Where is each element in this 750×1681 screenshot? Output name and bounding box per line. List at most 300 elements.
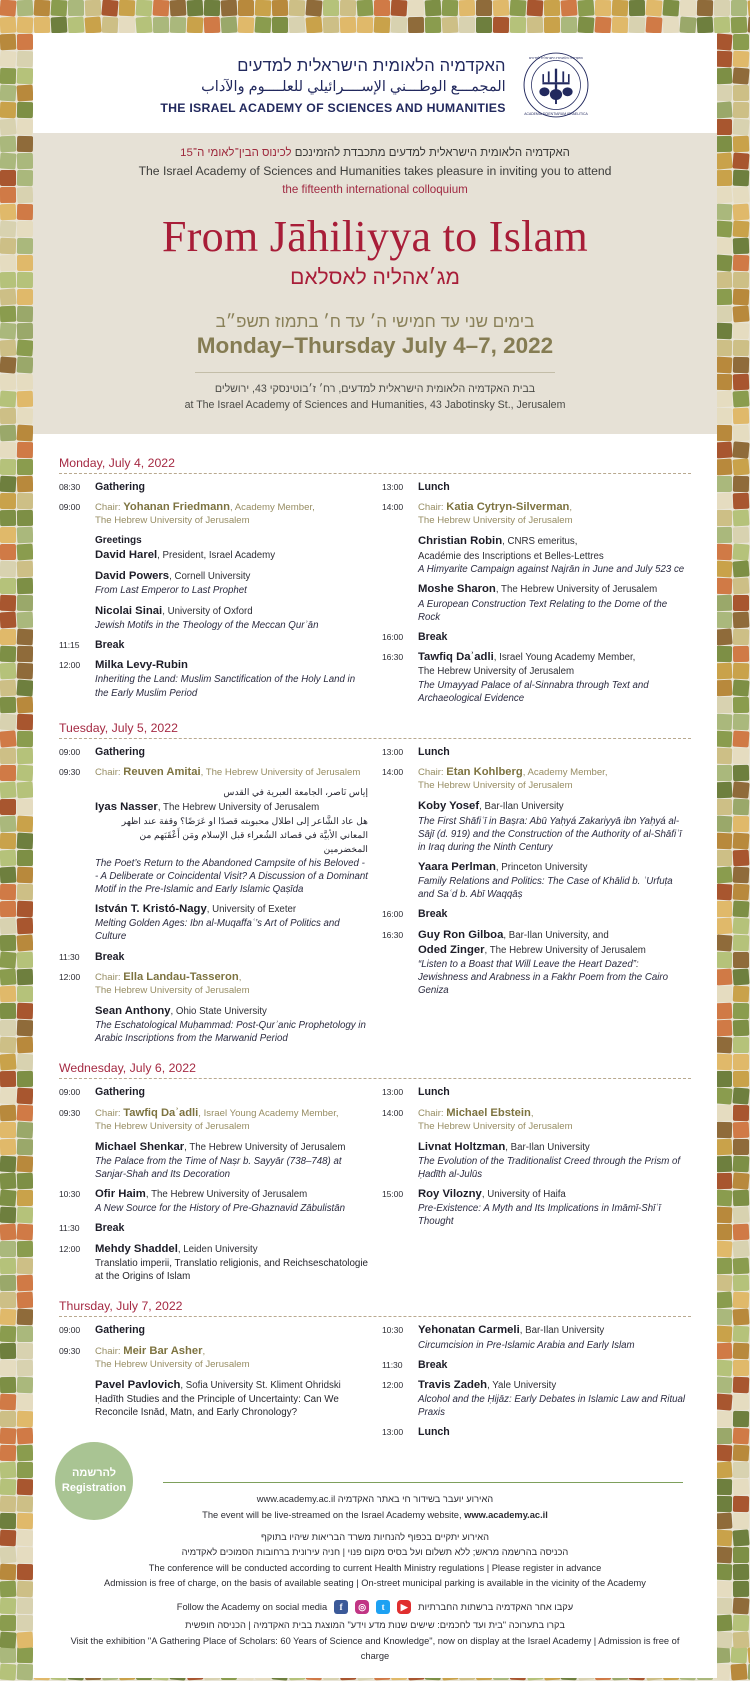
mosaic-tile xyxy=(17,1513,33,1529)
chair-affiliation: , Academy Member, xyxy=(229,502,315,514)
mosaic-tile xyxy=(716,595,732,611)
mosaic-tile xyxy=(305,16,322,33)
mosaic-tile xyxy=(732,305,749,322)
chair-prefix: Chair: xyxy=(95,1345,124,1357)
page-title: From Jāhiliyya to Islam xyxy=(161,212,589,262)
mosaic-tile xyxy=(0,1326,16,1342)
schedule-time: 09:00 xyxy=(59,1087,81,1098)
page-title-hebrew: מג׳אהליה לאסלאם xyxy=(290,266,460,290)
svg-text:האקדמיה הלאומית הישראלית למדעי: האקדמיה הלאומית הישראלית למדעים xyxy=(528,56,583,61)
speaker-name: István T. Kristó-Nagy xyxy=(95,903,207,916)
mosaic-tile xyxy=(17,1581,33,1597)
schedule-row xyxy=(59,1221,368,1235)
entry-terms-hebrew: הכניסה בהרשמה מראש; ללא תשלום ועל בסיס מקום פנוי | חניה עירונית ברחובות הסמוכים לאקדמיה xyxy=(181,1547,569,1558)
mosaic-tile xyxy=(716,782,732,798)
social-label-english: Follow the Academy on social media xyxy=(176,1602,328,1613)
session-chair xyxy=(95,1344,368,1359)
mosaic-tile xyxy=(544,0,560,16)
mosaic-tile xyxy=(0,136,16,152)
speaker-affiliation: , Ohio State University xyxy=(170,1005,267,1017)
mosaic-tile xyxy=(17,1037,33,1053)
mosaic-tile xyxy=(425,17,441,33)
mosaic-tile xyxy=(17,323,33,339)
speaker-name: Iyas Nasser xyxy=(95,801,158,814)
mosaic-tile xyxy=(17,1173,33,1189)
schedule-row xyxy=(382,1106,691,1181)
mosaic-tile xyxy=(0,1309,16,1325)
mosaic-tile xyxy=(0,152,16,169)
mosaic-tile xyxy=(0,493,16,509)
affiliation-line xyxy=(418,550,691,564)
mosaic-tile xyxy=(716,1343,732,1359)
mosaic-tile xyxy=(305,0,322,16)
schedule-row xyxy=(382,1378,691,1419)
schedule-entry xyxy=(95,950,368,964)
mosaic-tile xyxy=(17,1292,33,1308)
mosaic-tile xyxy=(733,1309,749,1325)
mosaic-tile xyxy=(17,714,33,730)
mosaic-tile xyxy=(17,748,33,764)
mosaic-tile xyxy=(391,17,407,33)
mosaic-tile xyxy=(732,1529,749,1546)
mosaic-tile xyxy=(476,0,492,16)
mosaic-tile xyxy=(135,16,152,33)
schedule-entry xyxy=(95,1242,368,1284)
talk-title: The Eschatological Muḥammad: Post-Qurʾanic Prophetology in Arabic Inscriptions from the Marwanid Period xyxy=(95,1020,366,1045)
mosaic-tile xyxy=(680,0,696,16)
mosaic-tile xyxy=(17,204,33,220)
mosaic-tile xyxy=(68,0,84,16)
mosaic-tile xyxy=(733,85,749,101)
mosaic-tile xyxy=(716,1615,732,1631)
mosaic-tile xyxy=(16,1427,33,1444)
talk-title: Pre-Existence: A Myth and Its Implications in Imāmī-Shīʿī Thought xyxy=(418,1203,661,1228)
mosaic-tile xyxy=(0,425,16,441)
chair-affiliation: , The Hebrew University of Jerusalem xyxy=(200,767,361,779)
session-chair xyxy=(95,970,368,985)
schedule-time: 12:00 xyxy=(59,660,81,671)
mosaic-tile xyxy=(733,1139,749,1155)
mosaic-tile xyxy=(733,1003,749,1019)
speaker-name: Oded Zinger xyxy=(418,943,485,956)
mosaic-tile xyxy=(715,866,732,883)
registration-badge[interactable] xyxy=(55,1442,133,1520)
mosaic-tile xyxy=(0,220,16,237)
mosaic-tile xyxy=(733,731,749,747)
speaker-name: Roy Vilozny xyxy=(418,1188,482,1201)
schedule-column-left xyxy=(59,1085,368,1289)
mosaic-tile xyxy=(733,1377,749,1393)
session-chair xyxy=(95,765,368,780)
schedule-time: 10:30 xyxy=(382,1325,404,1336)
mosaic-tile xyxy=(0,0,16,16)
mosaic-tile xyxy=(716,680,732,696)
mosaic-tile xyxy=(733,799,749,815)
mosaic-tile xyxy=(17,102,33,118)
mosaic-tile xyxy=(716,1309,732,1325)
speaker-affiliation: , Bar-Ilan University, and xyxy=(503,929,609,941)
mosaic-tile xyxy=(0,322,16,339)
day-divider xyxy=(59,1078,691,1079)
exhibition-hebrew: בקרו בתערוכה "בית ועד לחכמים: שישים שנות מדע וידע" המוצגת בבית האקדמיה | הכניסה חופשית xyxy=(185,1620,565,1631)
mosaic-tile xyxy=(17,1003,33,1019)
schedule-entry xyxy=(418,1106,691,1181)
mosaic-tile xyxy=(716,476,732,492)
dates-hebrew: בימים שני עד חמישי ה׳ עד ח׳ בתמוז תשפ״ב xyxy=(215,312,535,332)
schedule-time: 08:30 xyxy=(59,482,81,493)
speaker-name: Moshe Sharon xyxy=(418,583,496,596)
mosaic-tile xyxy=(0,816,16,832)
schedule-row xyxy=(59,480,368,494)
mosaic-tile xyxy=(510,17,526,33)
mosaic-tile xyxy=(0,1258,16,1274)
mosaic-tile xyxy=(733,340,749,356)
speaker-name: Nicolai Sinai xyxy=(95,604,163,617)
schedule-time: 11:30 xyxy=(382,1359,403,1370)
mosaic-tile xyxy=(17,1224,33,1240)
greetings-label: Greetings xyxy=(95,535,142,547)
mosaic-tile xyxy=(0,561,16,577)
mosaic-tile xyxy=(716,952,732,968)
day-heading: Thursday, July 7, 2022 xyxy=(59,1299,183,1314)
mosaic-tile xyxy=(476,17,492,33)
mosaic-tile xyxy=(733,510,749,526)
talk-title-mixed: Translatio imperii, Translatio religionis, and Reichseschatologie at the Origins of Islam xyxy=(95,1257,368,1283)
speaker-name: Mehdy Shaddel xyxy=(95,1242,178,1255)
mosaic-tile xyxy=(716,136,732,152)
mosaic-tile xyxy=(716,1530,732,1546)
talk-title: A New Source for the History of Pre-Ghaznavid Zābulistān xyxy=(95,1203,346,1215)
mosaic-tile xyxy=(733,1224,749,1240)
academy-name-arabic: المجمـــع الوطـــني الإســــرائيلي للعلــــوم والآداب xyxy=(201,79,506,96)
mosaic-tile xyxy=(16,543,33,560)
speaker-name: Ofir Haim xyxy=(95,1188,146,1201)
schedule-item-label: Lunch xyxy=(418,745,450,758)
affiliation-line xyxy=(418,665,691,679)
schedule-item-label: Lunch xyxy=(418,1086,450,1099)
schedule-column-right xyxy=(382,1323,691,1445)
mosaic-tile xyxy=(732,679,749,696)
schedule-time: 16:30 xyxy=(382,652,404,662)
mosaic-tile xyxy=(17,1598,33,1614)
mosaic-tile xyxy=(733,289,749,305)
mosaic-tile xyxy=(0,1513,16,1529)
mosaic-tile xyxy=(716,1411,732,1427)
schedule-time: 13:00 xyxy=(382,1087,404,1098)
chair-name: Ella Landau-Tasseron xyxy=(123,970,239,983)
mosaic-tile xyxy=(733,918,749,934)
mosaic-tile xyxy=(716,1122,732,1138)
mosaic-tile xyxy=(732,560,749,577)
twitter-icon[interactable]: t xyxy=(376,1600,390,1614)
mosaic-tile xyxy=(716,816,732,832)
schedule-row xyxy=(59,745,368,759)
schedule-entry xyxy=(95,658,368,699)
mosaic-tile xyxy=(67,16,84,33)
mosaic-tile xyxy=(17,221,33,237)
schedule-row xyxy=(59,658,368,699)
schedule-item-label: Gathering xyxy=(95,1086,146,1099)
speaker-line xyxy=(418,650,691,665)
mosaic-tile xyxy=(733,850,749,866)
mosaic-tile xyxy=(732,390,749,407)
mosaic-tile xyxy=(16,934,33,951)
speaker-line xyxy=(95,1004,368,1019)
mosaic-tile xyxy=(17,1647,33,1663)
schedule-row xyxy=(59,1323,368,1337)
instagram-icon[interactable]: ◎ xyxy=(355,1600,369,1614)
mosaic-tile xyxy=(0,986,16,1002)
mosaic-tile xyxy=(510,0,526,16)
session-chair xyxy=(418,765,691,780)
schedule-column-right xyxy=(382,745,691,1051)
mosaic-tile xyxy=(715,101,732,118)
mosaic-tile xyxy=(17,493,33,509)
facebook-icon[interactable]: f xyxy=(334,1600,348,1614)
talk-title-mixed: Ḥadīth Studies and the Principle of Uncertainty: Can We Reconcile Isnād, Matn, and Early Chronology? xyxy=(95,1393,339,1419)
mosaic-tile xyxy=(612,17,628,33)
schedule-time: 12:00 xyxy=(59,1243,81,1254)
schedule-column-left xyxy=(59,1323,368,1445)
speaker-line xyxy=(95,902,368,917)
schedule-column-left xyxy=(59,745,368,1051)
mosaic-tile xyxy=(17,255,33,271)
speaker-affiliation: , Princeton University xyxy=(495,861,588,873)
speaker-line xyxy=(95,569,368,584)
mosaic-tile xyxy=(733,1156,749,1172)
schedule-row xyxy=(59,950,368,964)
speaker-affiliation: , Bar-Ilan University xyxy=(519,1325,605,1337)
mosaic-tile xyxy=(17,357,33,373)
mosaic-tile xyxy=(0,781,16,798)
mosaic-tile xyxy=(733,1564,749,1580)
mosaic-tile xyxy=(17,1275,33,1291)
mosaic-tile xyxy=(716,646,732,662)
mosaic-tile xyxy=(733,527,749,543)
mosaic-tile xyxy=(323,17,339,33)
schedule-day xyxy=(59,713,691,1051)
schedule-row xyxy=(59,638,368,652)
chair-affiliation: , Israel Young Academy Member, xyxy=(198,1107,339,1119)
schedule-item-label: Lunch xyxy=(418,1426,450,1439)
stream-hebrew: האירוע יועבר בשידור חי באתר האקדמיה www.academy.ac.il xyxy=(256,1494,494,1505)
schedule-entry xyxy=(418,1085,691,1099)
mosaic-tile xyxy=(733,1445,749,1461)
mosaic-tile xyxy=(716,612,732,628)
mosaic-tile xyxy=(733,935,749,951)
schedule-entry xyxy=(418,1378,691,1419)
mosaic-tile xyxy=(170,17,186,33)
talk-title: The Evolution of the Traditionalist Creed through the Prism of Ḥadīth al-Julūs xyxy=(418,1155,681,1180)
mosaic-tile xyxy=(733,357,749,373)
mosaic-tile xyxy=(716,901,732,917)
mosaic-tile xyxy=(0,1445,16,1461)
mosaic-tile xyxy=(732,67,749,84)
mosaic-tile xyxy=(34,17,50,33)
mosaic-tile xyxy=(0,1598,16,1614)
speaker-name: Livnat Holtzman xyxy=(418,1140,506,1153)
academy-website-link[interactable]: www.academy.ac.il xyxy=(464,1509,548,1520)
mosaic-tile xyxy=(716,374,732,390)
mosaic-tile xyxy=(101,0,118,16)
schedule-time: 16:00 xyxy=(382,631,404,642)
speaker-name: Guy Ron Gilboa xyxy=(418,928,504,941)
mosaic-tile xyxy=(733,1615,749,1631)
mosaic-tile xyxy=(716,850,732,866)
mosaic-tile xyxy=(17,1071,33,1087)
mosaic-tile xyxy=(17,1258,33,1274)
speaker-line xyxy=(418,1323,691,1338)
mosaic-tile xyxy=(0,102,16,118)
affiliation-text: Académie des Inscriptions et Belles-Lettres xyxy=(418,550,604,562)
talk-title: Melting Golden Ages: Ibn al-Muqaffaʿ’s Art of Politics and Culture xyxy=(95,918,340,943)
mosaic-tile xyxy=(715,1376,732,1393)
mosaic-tile xyxy=(716,1071,732,1087)
mosaic-tile xyxy=(527,17,543,33)
mosaic-tile xyxy=(732,1206,749,1223)
mosaic-tile xyxy=(204,0,220,16)
mosaic-tile xyxy=(716,68,732,84)
youtube-icon[interactable]: ▶ xyxy=(397,1600,411,1614)
schedule-time: 13:00 xyxy=(382,1427,404,1438)
mosaic-tile xyxy=(153,0,169,16)
speaker-affiliation: , Leiden University xyxy=(177,1243,258,1255)
mosaic-tile xyxy=(0,1207,16,1223)
speaker-affiliation: , The Hebrew University of Jerusalem xyxy=(484,944,646,956)
mosaic-tile xyxy=(733,136,749,152)
admission-english: Admission is free of charge, on the basis of available seating | On-street municipal parking is available in the vicinity of the Academy xyxy=(104,1577,646,1588)
mosaic-tile xyxy=(733,1054,749,1070)
mosaic-tile xyxy=(0,1394,16,1410)
mosaic-tile xyxy=(220,16,237,33)
mosaic-tile xyxy=(561,17,577,33)
mosaic-tile xyxy=(17,1360,33,1376)
chair-prefix: Chair: xyxy=(95,1107,124,1119)
mosaic-tile xyxy=(0,1292,16,1308)
mosaic-tile xyxy=(733,1581,749,1597)
speaker-affiliation: , The Hebrew University of Jerusalem xyxy=(145,1189,308,1201)
schedule-row xyxy=(59,500,368,631)
mosaic-tile xyxy=(0,50,16,67)
mosaic-tile xyxy=(17,153,33,169)
mosaic-tile xyxy=(733,816,749,832)
mosaic-tile xyxy=(17,1547,33,1563)
mosaic-tile xyxy=(715,152,732,169)
mosaic-tile xyxy=(0,544,16,560)
mosaic-tile xyxy=(733,425,749,441)
schedule-time: 09:30 xyxy=(59,1107,81,1118)
speaker-affiliation: , Cornell University xyxy=(169,571,251,583)
mosaic-tile xyxy=(17,68,33,84)
chair-prefix: Chair: xyxy=(418,502,447,514)
schedule-row xyxy=(382,907,691,921)
mosaic-tile xyxy=(17,731,33,747)
mosaic-tile xyxy=(16,781,33,798)
schedule-item-label: Gathering xyxy=(95,481,146,494)
mosaic-tile xyxy=(733,408,749,424)
schedule-time: 11:30 xyxy=(59,951,80,962)
mosaic-tile xyxy=(340,0,356,16)
mosaic-tile xyxy=(17,476,33,492)
mosaic-tile xyxy=(645,16,662,33)
talk-title: Jewish Motifs in the Theology of the Meccan Qurʾān xyxy=(95,619,319,631)
schedule-column-right xyxy=(382,480,691,711)
schedule-day xyxy=(59,448,691,711)
schedule-entry xyxy=(95,1085,368,1099)
speaker-affiliation: , The Hebrew University of Jerusalem xyxy=(495,584,658,596)
mosaic-tile xyxy=(716,1598,732,1614)
mosaic-tile xyxy=(17,119,33,135)
mosaic-tile xyxy=(17,799,33,815)
mosaic-tile xyxy=(17,442,33,458)
mosaic-tile xyxy=(34,0,50,16)
mosaic-tile xyxy=(17,918,33,934)
mosaic-tile xyxy=(0,1647,16,1663)
schedule-column-left xyxy=(59,480,368,711)
chair-name: Yohanan Friedmann xyxy=(123,501,230,514)
mosaic-tile xyxy=(715,1393,732,1410)
mosaic-tile xyxy=(714,17,730,33)
mosaic-tile xyxy=(0,730,16,747)
mosaic-tile xyxy=(0,1428,16,1444)
mosaic-tile xyxy=(102,17,118,33)
schedule-entry xyxy=(95,1221,368,1235)
schedule-entry xyxy=(418,928,691,998)
chair-prefix: Chair: xyxy=(95,767,124,779)
mosaic-tile xyxy=(0,390,16,407)
mosaic-tile xyxy=(17,595,33,611)
mosaic-tile xyxy=(0,1546,16,1563)
mosaic-tile xyxy=(17,1479,33,1495)
chair-affiliation-line: The Hebrew University of Jerusalem xyxy=(95,515,250,527)
mosaic-tile xyxy=(17,1020,33,1036)
mosaic-tile xyxy=(0,1071,16,1087)
mosaic-tile xyxy=(187,0,203,16)
speaker-line xyxy=(418,582,691,597)
schedule-entry xyxy=(418,650,691,705)
schedule-time: 14:00 xyxy=(382,502,404,513)
mosaic-tile xyxy=(16,1121,33,1138)
schedule-entry xyxy=(95,500,368,631)
day-divider xyxy=(59,1316,691,1317)
mosaic-tile xyxy=(733,765,749,781)
speaker-name: Sean Anthony xyxy=(95,1004,171,1017)
chair-affiliation: , xyxy=(569,502,573,514)
mosaic-tile xyxy=(0,680,16,696)
mosaic-tile xyxy=(0,306,16,322)
academy-name-block xyxy=(160,55,505,115)
mosaic-tile xyxy=(716,1224,732,1240)
speaker-affiliation: , University of Exeter xyxy=(206,904,297,916)
mosaic-tile xyxy=(716,1054,732,1070)
talk-title-arabic: هل عاد الشَّاعر إلى اطلال محبوبته قصدًا او عَرَضًا؟ وقفة عند اظهر المعاني الأبيَّة في قصائد الشُعراء قبل الإسلام ومَن أَعْقَبَهم من المخضرمين xyxy=(121,816,368,854)
mosaic-tile xyxy=(716,1326,732,1342)
mosaic-tile xyxy=(732,1172,749,1189)
speaker-line xyxy=(418,1378,691,1393)
mosaic-tile xyxy=(716,459,732,475)
schedule-time: 09:00 xyxy=(59,1325,81,1336)
schedule-entry xyxy=(418,500,691,623)
mosaic-tile xyxy=(0,697,16,713)
mosaic-tile xyxy=(0,867,16,883)
mosaic-tile xyxy=(0,1088,16,1104)
mosaic-tile xyxy=(577,16,594,33)
talk-title: Circumcision in Pre-Islamic Arabia and Early Islam xyxy=(418,1339,635,1351)
mosaic-tile xyxy=(17,578,33,594)
mosaic-tile xyxy=(733,493,749,509)
mosaic-tile xyxy=(733,1292,749,1308)
mosaic-tile xyxy=(17,238,33,254)
